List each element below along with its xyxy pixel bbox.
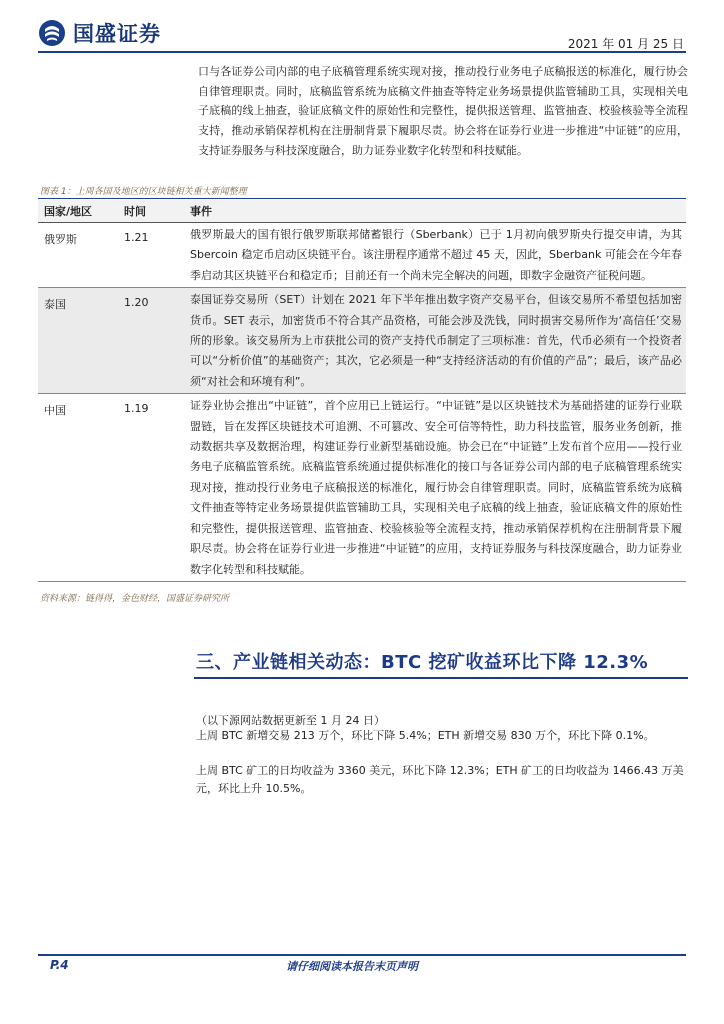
company-logo bbox=[38, 18, 161, 48]
header-divider bbox=[38, 51, 686, 53]
row-event: 泰国证券交易所（SET）计划在 2021 年下半年推出数字资产交易平台，但该交易所不希望包括加密货币。SET 表示，加密货币不符合其产品资格，可能会涉及洗钱，同时损害交易所作为‘高信任’交易所的形象。该交易所为上市获批公司的资产支持代币制定了三项标准：首先，代币必须有一个投资者可以“分析价值”的基础资产；其次，它必须是一种“支持经济活动的有价值的产品”；最后，该产品必须“对社会和环境有利”。 bbox=[184, 288, 686, 394]
row-country: 泰国 bbox=[38, 288, 118, 394]
report-date: 2021 年 01 月 25 日 bbox=[567, 37, 684, 51]
row-country: 俄罗斯 bbox=[38, 223, 118, 288]
table-header-row bbox=[38, 200, 686, 223]
page-number: P.4 bbox=[50, 958, 69, 972]
row-time: 1.19 bbox=[118, 394, 184, 582]
data-update-note: （以下源网站数据更新至 1 月 24 日） bbox=[196, 714, 385, 727]
table-row bbox=[38, 394, 686, 582]
header-country: 国家/地区 bbox=[38, 200, 118, 223]
row-event: 证券业协会推出“中证链”，首个应用已上链运行。“中证链”是以区块链技术为基础搭建的证券行业联盟链，旨在发挥区块链技术可追溯、不可篡改、安全可信等特性，助力科技监管，服务业务创新，推动数据共享及数据治理，构建证券行业新型基础设施。协会已在“中证链”上发布首个应用——投行业务电子底稿监管系统。底稿监管系统通过提供标准化的接口与各证券公司内部的电子底稿管理系统实现对接，推动投行业务电子底稿报送的标准化，履行协会自律管理职责。同时，底稿监管系统为底稿文件抽查等特定业务场景提供监管辅助工具，实现相关电子底稿的线上抽查，验证底稿文件的原始性和完整性，提供报送管理、监管抽查、校验核验等全流程支持，推动承销保荐机构在注册制背景下履职尽责。协会将在证券行业进一步推进“中证链”的应用，支持证券服务与科技深度融合，助力证券业数字化转型和科技赋能。 bbox=[184, 394, 686, 582]
page-header bbox=[0, 0, 724, 62]
footer-divider bbox=[38, 954, 686, 956]
row-time: 1.20 bbox=[118, 288, 184, 394]
news-table bbox=[38, 200, 686, 582]
section-divider bbox=[194, 677, 688, 679]
section-title: 三、产业链相关动态：BTC 挖矿收益环比下降 12.3% bbox=[196, 652, 649, 673]
row-time: 1.21 bbox=[118, 223, 184, 288]
intro-paragraph: 口与各证券公司内部的电子底稿管理系统实现对接，推动投行业务电子底稿报送的标准化，履行协会自律管理职责。同时，底稿监管系统为底稿文件抽查等特定业务场景提供监管辅助工具，实现相关电子底稿的线上抽查，验证底稿文件的原始性和完整性，提供报送管理、监管抽查、校验核验等全流程支持，推动承销保荐机构在注册制背景下履职尽责。协会将在证券行业进一步推进“中证链”的应用，支持证券服务与科技深度融合，助力证券业数字化转型和科技赋能。 bbox=[198, 65, 688, 157]
table-row bbox=[38, 223, 686, 288]
mining-revenue-paragraph: 上周 BTC 矿工的日均收益为 3360 美元，环比下降 12.3%；ETH 矿工的日均收益为 1466.43 万美元，环比上升 10.5%。 bbox=[196, 764, 684, 795]
table-row bbox=[38, 288, 686, 394]
source-note: 资料来源：链得得，金色财经，国盛证券研究所 bbox=[40, 594, 230, 604]
header-time: 时间 bbox=[118, 200, 184, 223]
header-event: 事件 bbox=[184, 200, 686, 223]
guosheng-logo-icon bbox=[38, 19, 66, 47]
logo-text: 国盛证券 bbox=[73, 22, 161, 46]
transactions-paragraph: 上周 BTC 新增交易 213 万个，环比下降 5.4%；ETH 新增交易 830 万个，环比下降 0.1%。 bbox=[196, 729, 655, 742]
row-country: 中国 bbox=[38, 394, 118, 582]
row-event: 俄罗斯最大的国有银行俄罗斯联邦储蓄银行（Sberbank）已于 1月初向俄罗斯央行提交申请，为其 Sbercoin 稳定币启动区块链平台。该注册程序通常不超过 45 天，因此，Sberbank 可能会在今年春季启动其区块链平台和稳定币；目前还有一个尚未完全解决的问题，即数字金融资产征税问题。 bbox=[184, 223, 686, 288]
footer-disclaimer: 请仔细阅读本报告末页声明 bbox=[286, 960, 418, 973]
figure-caption: 图表 1：上周各国及地区的区块链相关重大新闻整理 bbox=[40, 187, 247, 197]
figure-top-rule bbox=[38, 198, 686, 199]
